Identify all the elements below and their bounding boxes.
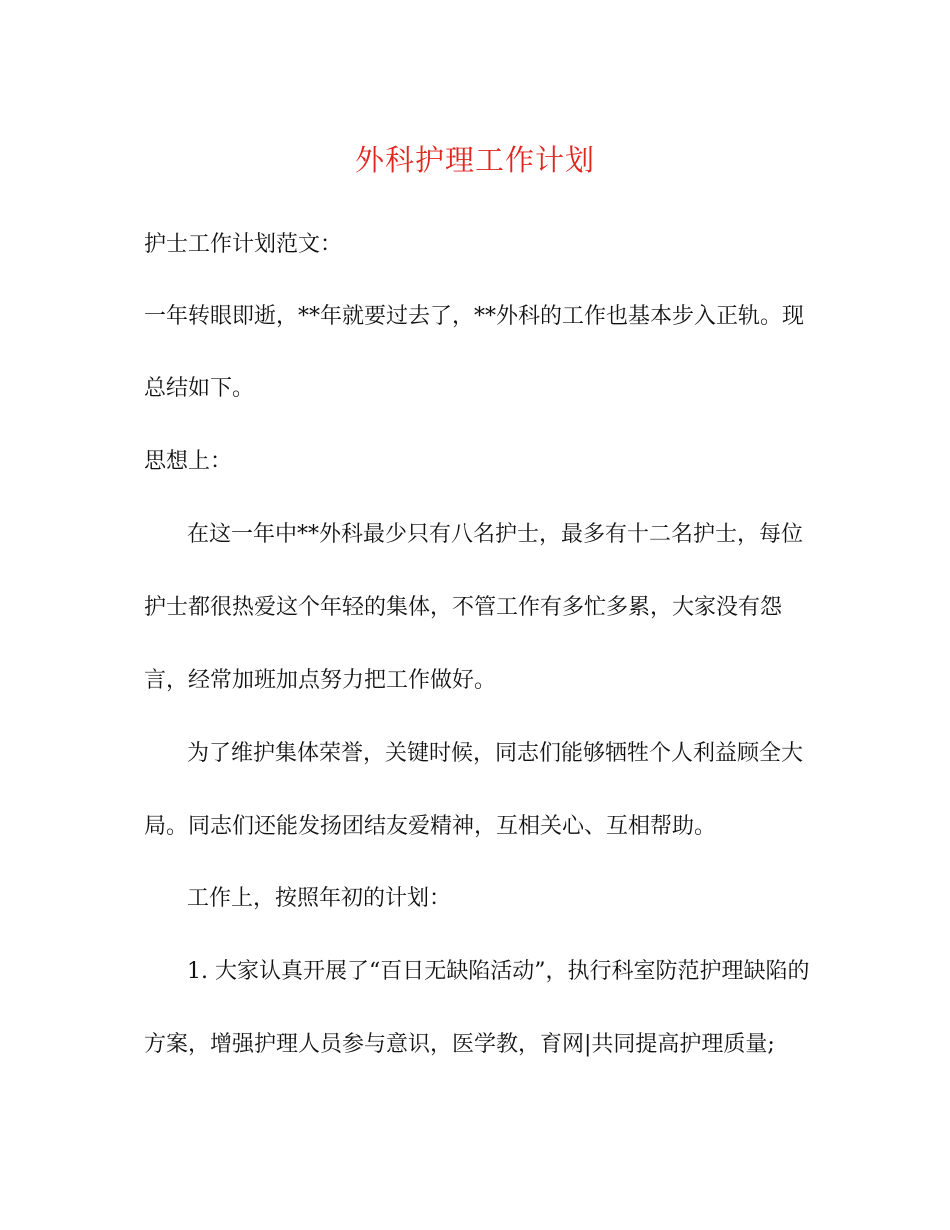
text-line: 言，经常加班加点努力把工作做好。 bbox=[144, 668, 497, 693]
text-line: 为了维护集体荣誉，关键时候，同志们能够牺牲个人利益顾全大 bbox=[187, 741, 804, 766]
text-line: 护士工作计划范文： bbox=[144, 232, 343, 257]
text-line: 工作上，按照年初的计划： bbox=[187, 886, 452, 911]
text-line: 1. 大家认真开展了“百日无缺陷活动”，执行科室防范护理缺陷的 bbox=[187, 959, 810, 984]
text-line: 思想上： bbox=[144, 449, 233, 474]
text-line: 护士都很热爱这个年轻的集体，不管工作有多忙多累，大家没有怨 bbox=[144, 595, 783, 620]
text-line: 一年转眼即逝，**年就要过去了，**外科的工作也基本步入正轨。现 bbox=[144, 304, 805, 329]
document-title: 外科护理工作计划 bbox=[354, 143, 595, 177]
text-line: 总结如下。 bbox=[144, 376, 255, 401]
text-line: 在这一年中**外科最少只有八名护士，最多有十二名护士，每位 bbox=[187, 522, 804, 547]
text-line: 局。同志们还能发扬团结友爱精神，互相关心、互相帮助。 bbox=[144, 814, 717, 839]
text-line: 方案，增强护理人员参与意识，医学教，育网|共同提高护理质量; bbox=[144, 1032, 775, 1057]
